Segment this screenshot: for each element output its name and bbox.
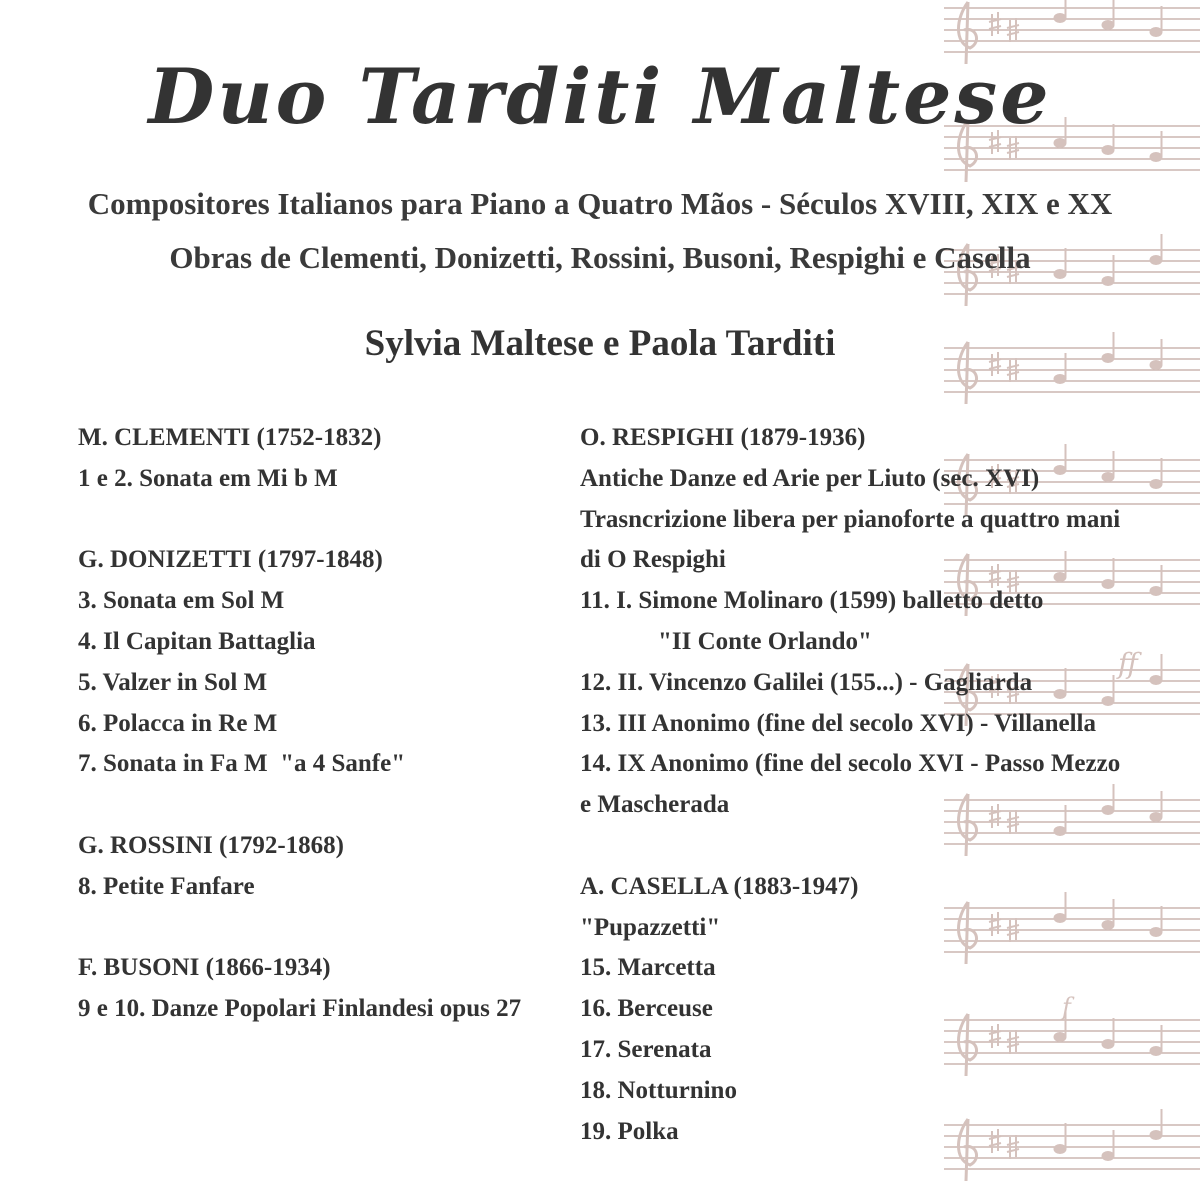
work-title: Antiche Danze ed Arie per Liuto (sec. XVI) — [580, 464, 1040, 492]
right-tracklist — [580, 418, 1140, 1152]
track-item: 13. III Anonimo (fine del secolo XVI) - Villanella — [580, 709, 1096, 737]
track-item: 8. Petite Fanfare — [78, 872, 255, 900]
note-head-icon — [1150, 587, 1162, 596]
work-note: Trasncrizione libera per pianoforte a quattro mani — [580, 505, 1121, 533]
note-head-icon — [1102, 1152, 1114, 1161]
work-note: di O Respighi — [580, 546, 726, 574]
note-head-icon — [1102, 21, 1114, 30]
track-item: 19. Polka — [580, 1117, 679, 1145]
album-subtitle-2: Obras de Clementi, Donizetti, Rossini, Busoni, Respighi e Casella — [169, 240, 1031, 275]
composer-heading: A. CASELLA (1883-1947) — [580, 872, 859, 900]
note-head-icon — [1102, 146, 1114, 155]
note-head-icon — [1150, 1131, 1162, 1140]
performers-line: Sylvia Maltese e Paola Tarditi — [364, 323, 836, 364]
track-item: 17. Serenata — [580, 1035, 712, 1063]
left-tracklist — [78, 418, 548, 1030]
track-item: 15. Marcetta — [580, 954, 716, 982]
note-head-icon — [1054, 14, 1066, 23]
track-item: 14. IX Anonimo (fine del secolo XVI - Passo Mezzo — [580, 750, 1121, 778]
album-subtitle-1: Compositores Italianos para Piano a Quatro Mãos - Séculos XVIII, XIX e XX — [87, 186, 1113, 221]
composer-heading: G. DONIZETTI (1797-1848) — [78, 546, 383, 574]
track-item-continuation: "II Conte Orlando" — [658, 627, 872, 655]
track-item: 1 e 2. Sonata em Mi b M — [78, 464, 338, 492]
dynamic-mark-f: f — [1062, 993, 1071, 1021]
track-item: 16. Berceuse — [580, 995, 713, 1023]
track-item: 6. Polacca in Re M — [78, 709, 278, 737]
album-title: Duo Tarditi Maltese — [148, 52, 1052, 141]
track-item: 9 e 10. Danze Popolari Finlandesi opus 27 — [78, 995, 522, 1023]
note-head-icon — [1054, 375, 1066, 384]
dynamic-mark-ff: ff — [1118, 647, 1138, 680]
sharp-icon — [989, 12, 1001, 36]
composer-heading: F. BUSONI (1866-1934) — [78, 954, 331, 982]
note-head-icon — [1150, 1047, 1162, 1056]
note-head-icon — [1150, 480, 1162, 489]
track-item: 5. Valzer in Sol M — [78, 668, 268, 696]
track-item: 3. Sonata em Sol M — [78, 587, 285, 615]
track-item: 11. I. Simone Molinaro (1599) balletto detto — [580, 587, 1044, 615]
track-item: 7. Sonata in Fa M "a 4 Sanfe" — [78, 750, 406, 778]
track-item: 18. Notturnino — [580, 1076, 737, 1104]
composer-heading: O. RESPIGHI (1879-1936) — [580, 424, 866, 451]
note-head-icon — [1150, 676, 1162, 685]
note-head-icon — [1150, 813, 1162, 822]
composer-heading: M. CLEMENTI (1752-1832) — [78, 424, 382, 451]
note-head-icon — [1150, 153, 1162, 162]
work-title: "Pupazzetti" — [580, 913, 721, 941]
note-head-icon — [1102, 277, 1114, 286]
track-item: 4. Il Capitan Battaglia — [78, 627, 316, 655]
note-head-icon — [1150, 28, 1162, 37]
note-head-icon — [1150, 928, 1162, 937]
track-item-continuation: e Mascherada — [580, 791, 730, 819]
composer-heading: G. ROSSINI (1792-1868) — [78, 831, 344, 859]
track-item: 12. II. Vincenzo Galilei (155...) - Gagliarda — [580, 668, 1033, 696]
